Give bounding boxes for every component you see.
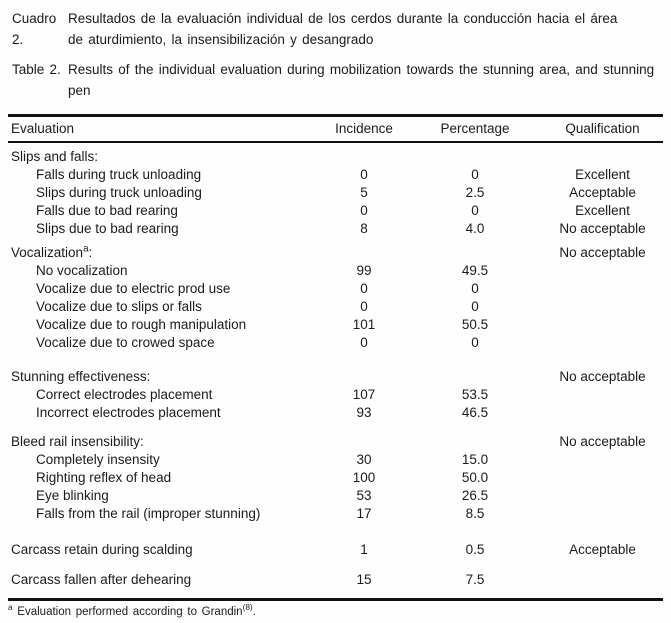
qualification-cell: No acceptable — [559, 245, 646, 260]
percentage-cell: 50.5 — [461, 317, 489, 332]
percentage-cell: 0 — [471, 335, 479, 350]
incidence-cell: 30 — [356, 452, 372, 467]
table-row — [8, 316, 663, 334]
footnote-marker: a — [8, 603, 13, 613]
evaluation-cell: Falls due to bad rearing — [36, 203, 178, 218]
percentage-cell: 7.5 — [465, 572, 485, 587]
qualification-cell: Acceptable — [569, 185, 636, 200]
caption-spanish-text — [68, 8, 663, 50]
percentage-cell: 8.5 — [465, 506, 485, 521]
caption-spanish-label: Cuadro 2. — [12, 11, 57, 47]
incidence-cell: 99 — [356, 263, 372, 278]
footnote-reference: (8) — [242, 603, 253, 613]
qualification-cell — [542, 262, 663, 280]
incidence-cell: 0 — [360, 203, 368, 218]
column-header-incidence: Incidence — [335, 121, 393, 136]
incidence-cell: 0 — [360, 281, 368, 296]
table-row — [8, 148, 663, 166]
incidence-cell — [320, 433, 408, 451]
table-row — [8, 202, 663, 220]
table-row — [8, 184, 663, 202]
percentage-cell: 0 — [471, 167, 479, 182]
evaluation-cell: Vocalize due to electric prod use — [36, 281, 231, 296]
table-row — [8, 220, 663, 238]
percentage-cell: 0 — [471, 203, 479, 218]
qualification-cell — [542, 505, 663, 523]
caption-spanish-line-2: de aturdimiento, la insensibilización y desangrado — [68, 32, 374, 47]
table-row — [8, 487, 663, 505]
qualification-cell: No acceptable — [559, 434, 646, 449]
caption-spanish — [12, 8, 663, 50]
evaluation-cell: Falls from the rail (improper stunning) — [36, 506, 261, 521]
evaluation-cell: No vocalization — [36, 263, 128, 278]
percentage-cell: 46.5 — [461, 405, 489, 420]
incidence-cell: 15 — [356, 572, 372, 587]
qualification-cell: Excellent — [575, 203, 630, 218]
qualification-cell — [542, 316, 663, 334]
qualification-cell — [542, 487, 663, 505]
caption-english-line-2: pen — [68, 83, 91, 98]
table-body — [8, 143, 663, 598]
percentage-cell: 15.0 — [461, 452, 489, 467]
incidence-cell: 8 — [360, 221, 368, 236]
evaluation-cell: Completely insensity — [36, 452, 160, 467]
incidence-cell: 107 — [352, 387, 376, 402]
table-row — [8, 541, 663, 559]
qualification-cell: No acceptable — [559, 221, 646, 236]
caption-english — [12, 59, 663, 101]
percentage-cell: 0 — [471, 281, 479, 296]
qualification-cell — [542, 404, 663, 422]
incidence-cell — [320, 368, 408, 386]
results-table — [8, 114, 663, 601]
percentage-cell — [408, 244, 542, 262]
evaluation-cell: Slips during truck unloading — [36, 185, 202, 200]
evaluation-cell: Vocalize due to rough manipulation — [36, 317, 247, 332]
superscript-marker: a — [83, 243, 89, 255]
percentage-cell: 4.0 — [465, 221, 485, 236]
qualification-cell — [542, 469, 663, 487]
incidence-cell: 100 — [352, 470, 376, 485]
table-row — [8, 571, 663, 589]
caption-spanish-line-1: Resultados de la evaluación individual de los cerdos durante la conducción hacia el área — [68, 11, 618, 26]
table-row — [8, 262, 663, 280]
evaluation-cell: Incorrect electrodes placement — [36, 405, 221, 420]
percentage-cell: 49.5 — [461, 263, 489, 278]
percentage-cell: 2.5 — [465, 185, 485, 200]
incidence-cell — [320, 148, 408, 166]
incidence-cell: 53 — [356, 488, 372, 503]
qualification-cell: Acceptable — [569, 542, 636, 557]
percentage-cell — [408, 368, 542, 386]
percentage-cell — [408, 148, 542, 166]
table-row — [8, 244, 663, 262]
evaluation-cell: Slips and falls: — [11, 149, 99, 164]
table-row — [8, 404, 663, 422]
column-header-evaluation: Evaluation — [11, 121, 75, 136]
percentage-cell: 0.5 — [465, 542, 485, 557]
qualification-cell — [542, 386, 663, 404]
evaluation-cell: Eye blinking — [36, 488, 109, 503]
table-header-row — [8, 117, 663, 143]
incidence-cell: 17 — [356, 506, 372, 521]
column-header-percentage: Percentage — [440, 121, 510, 136]
qualification-cell — [542, 280, 663, 298]
table-row — [8, 368, 663, 386]
caption-english-line-1: Results of the individual evaluation during mobilization towards the stunning area, and stunning — [68, 62, 655, 77]
table-row — [8, 280, 663, 298]
incidence-cell: 93 — [356, 405, 372, 420]
qualification-cell — [542, 298, 663, 316]
table-row — [8, 386, 663, 404]
evaluation-cell: Stunning effectiveness: — [11, 369, 151, 384]
qualification-cell — [542, 571, 663, 589]
caption-english-text — [68, 59, 663, 101]
qualification-cell — [542, 334, 663, 352]
evaluation-cell: Vocalize due to slips or falls — [36, 299, 202, 314]
qualification-cell: Excellent — [575, 167, 630, 182]
incidence-cell: 1 — [360, 542, 368, 557]
qualification-cell — [542, 148, 663, 166]
percentage-cell — [408, 433, 542, 451]
percentage-cell: 26.5 — [461, 488, 489, 503]
evaluation-cell: Falls during truck unloading — [36, 167, 202, 182]
qualification-cell — [542, 451, 663, 469]
evaluation-cell: Carcass retain during scalding — [11, 542, 193, 557]
incidence-cell: 0 — [360, 167, 368, 182]
table-row — [8, 469, 663, 487]
table-row — [8, 505, 663, 523]
table-row — [8, 433, 663, 451]
incidence-cell: 0 — [360, 335, 368, 350]
table-row — [8, 334, 663, 352]
percentage-cell: 50.0 — [461, 470, 489, 485]
table-row — [8, 451, 663, 469]
caption-english-label: Table 2. — [12, 62, 61, 77]
incidence-cell: 5 — [360, 185, 368, 200]
evaluation-cell: Slips due to bad rearing — [36, 221, 179, 236]
incidence-cell: 101 — [352, 317, 376, 332]
evaluation-cell: Vocalization$^a$: — [11, 243, 93, 260]
table-row — [8, 298, 663, 316]
footnote-period: . — [252, 606, 256, 618]
evaluation-cell: Carcass fallen after dehearing — [11, 572, 192, 587]
table-row — [8, 166, 663, 184]
evaluation-cell: Vocalize due to crowed space — [36, 335, 215, 350]
percentage-cell: 0 — [471, 299, 479, 314]
footnote-text: Evaluation performed according to Grandin — [12, 606, 243, 618]
qualification-cell: No acceptable — [559, 369, 646, 384]
evaluation-cell: Correct electrodes placement — [36, 387, 213, 402]
evaluation-cell: Bleed rail insensibility: — [11, 434, 144, 449]
incidence-cell — [320, 244, 408, 262]
percentage-cell: 53.5 — [461, 387, 489, 402]
column-header-qualification: Qualification — [565, 121, 640, 136]
incidence-cell: 0 — [360, 299, 368, 314]
table-footnote — [8, 603, 663, 618]
evaluation-cell: Righting reflex of head — [36, 470, 172, 485]
